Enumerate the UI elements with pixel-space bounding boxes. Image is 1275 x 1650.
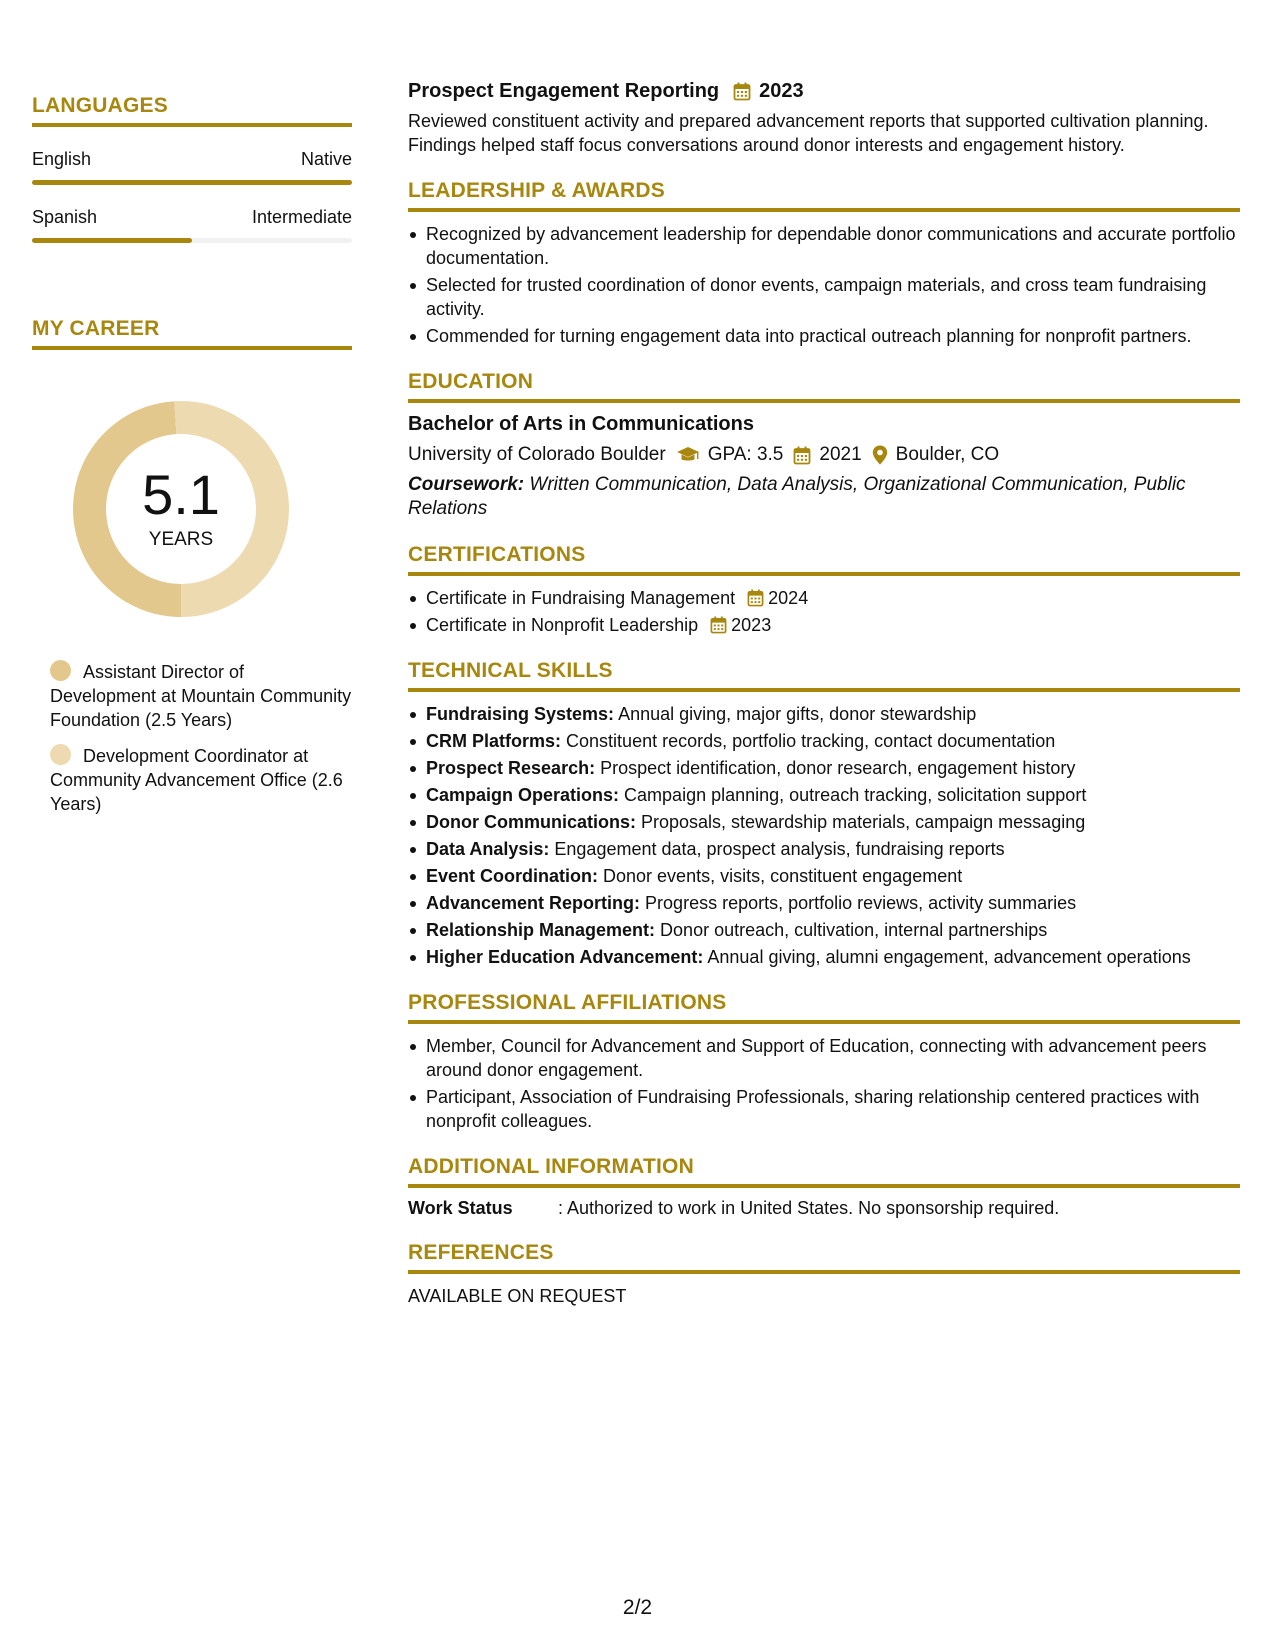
skill-detail: Engagement data, prospect analysis, fundraising reports <box>554 839 1005 859</box>
affiliations-list <box>408 1034 1240 1133</box>
work-status-label: Work Status <box>408 1198 513 1218</box>
education-school: University of Colorado Boulder <box>408 444 666 465</box>
list-item <box>408 586 1240 610</box>
career-legend-item <box>50 744 352 816</box>
list-item <box>408 783 1240 807</box>
calendar-icon <box>733 82 751 101</box>
list-item <box>408 702 1240 726</box>
work-status-value: : Authorized to work in United States. No sponsorship required. <box>558 1198 1060 1218</box>
list-item <box>408 810 1240 834</box>
career-role-label: Development Coordinator at Community Advancement Office (2.6 Years) <box>50 746 343 814</box>
list-item: Participant, Association of Fundraising Professionals, sharing relationship centered practices with nonprofit colleagues. <box>408 1085 1240 1133</box>
skill-name: Higher Education Advancement: <box>426 947 704 967</box>
legend-swatch <box>50 744 71 765</box>
education-heading: EDUCATION <box>408 370 1240 403</box>
skill-detail: Donor events, visits, constituent engagement <box>603 866 963 886</box>
skill-detail: Donor outreach, cultivation, internal partnerships <box>660 920 1048 940</box>
additional-info-heading: ADDITIONAL INFORMATION <box>408 1155 1240 1188</box>
certification-year: 2024 <box>768 588 809 608</box>
graduation-cap-icon <box>676 446 700 464</box>
skill-name: Fundraising Systems: <box>426 704 615 724</box>
certifications-list <box>408 586 1240 637</box>
list-item: Member, Council for Advancement and Support of Education, connecting with advancement peers around donor engagement. <box>408 1034 1240 1082</box>
language-proficiency-fill <box>32 238 192 243</box>
references-text: AVAILABLE ON REQUEST <box>408 1286 627 1306</box>
languages-heading: LANGUAGES <box>32 94 352 127</box>
language-proficiency-bar <box>32 180 352 185</box>
language-level: Intermediate <box>251 207 352 227</box>
project-entry <box>408 80 1240 157</box>
education-location: Boulder, CO <box>895 444 1000 465</box>
project-year: 2023 <box>759 80 804 102</box>
project-description: Reviewed constituent activity and prepared advancement reports that supported cultivation planning. Findings helped staff focus conversations around donor interests and engagement history. <box>408 111 1209 155</box>
language-english <box>32 149 352 185</box>
skill-detail: Annual giving, major gifts, donor stewardship <box>618 704 977 724</box>
education-year: 2021 <box>819 444 862 465</box>
education-degree: Bachelor of Arts in Communications <box>408 413 754 435</box>
skill-name: Donor Communications: <box>426 812 636 832</box>
work-status-row <box>408 1198 1240 1219</box>
certifications-heading: CERTIFICATIONS <box>408 543 1240 576</box>
skill-detail: Annual giving, alumni engagement, advancement operations <box>707 947 1191 967</box>
calendar-icon <box>747 589 764 607</box>
education-gpa: GPA: 3.5 <box>707 444 784 465</box>
career-donut-chart <box>66 394 296 624</box>
career-years-unit: YEARS <box>148 529 214 550</box>
career-legend-item <box>50 660 352 732</box>
certification-name: Certificate in Fundraising Management <box>426 588 736 608</box>
list-item <box>408 756 1240 780</box>
legend-swatch <box>50 660 71 681</box>
certification-name: Certificate in Nonprofit Leadership <box>426 615 699 635</box>
list-item: Commended for turning engagement data into practical outreach planning for nonprofit partners. <box>408 324 1240 348</box>
list-item <box>408 891 1240 915</box>
skill-detail: Proposals, stewardship materials, campaign messaging <box>641 812 1086 832</box>
skills-list <box>408 702 1240 969</box>
skill-name: Advancement Reporting: <box>426 893 641 913</box>
location-pin-icon <box>872 445 888 465</box>
skills-heading: TECHNICAL SKILLS <box>408 659 1240 692</box>
skill-name: CRM Platforms: <box>426 731 562 751</box>
coursework-label: Coursework: <box>408 474 525 495</box>
skill-name: Prospect Research: <box>426 758 596 778</box>
skill-name: Event Coordination: <box>426 866 598 886</box>
list-item: Selected for trusted coordination of donor events, campaign materials, and cross team fundraising activity. <box>408 273 1240 321</box>
language-spanish <box>32 207 352 243</box>
coursework-text: Written Communication, Data Analysis, Organizational Communication, Public Relations <box>408 474 1186 519</box>
skill-detail: Prospect identification, donor research, engagement history <box>600 758 1076 778</box>
list-item <box>408 837 1240 861</box>
career-role-label: Assistant Director of Development at Mountain Community Foundation (2.5 Years) <box>50 662 352 730</box>
education-coursework <box>408 473 1240 521</box>
language-name: English <box>32 149 92 169</box>
skill-detail: Constituent records, portfolio tracking, contact documentation <box>566 731 1056 751</box>
list-item <box>408 864 1240 888</box>
certification-year: 2023 <box>731 615 772 635</box>
language-proficiency-fill <box>32 180 352 185</box>
career-heading: MY CAREER <box>32 317 352 350</box>
education-details <box>408 444 1240 466</box>
career-legend <box>32 660 352 816</box>
leadership-heading: LEADERSHIP & AWARDS <box>408 179 1240 212</box>
calendar-icon <box>793 446 811 465</box>
language-level: Native <box>300 149 352 169</box>
list-item <box>408 918 1240 942</box>
skill-name: Campaign Operations: <box>426 785 620 805</box>
references-heading: REFERENCES <box>408 1241 1240 1274</box>
skill-detail: Progress reports, portfolio reviews, activity summaries <box>645 893 1077 913</box>
skill-name: Relationship Management: <box>426 920 656 940</box>
page-number: 2/2 <box>622 1596 653 1619</box>
leadership-list <box>408 222 1240 348</box>
right-column <box>408 80 1240 1307</box>
list-item <box>408 729 1240 753</box>
affiliations-heading: PROFESSIONAL AFFILIATIONS <box>408 991 1240 1024</box>
career-total-years: 5.1 <box>142 463 220 526</box>
language-proficiency-bar <box>32 238 352 243</box>
left-column <box>32 94 352 828</box>
list-item <box>408 613 1240 637</box>
skill-name: Data Analysis: <box>426 839 550 859</box>
skill-detail: Campaign planning, outreach tracking, solicitation support <box>624 785 1087 805</box>
calendar-icon <box>710 616 727 634</box>
list-item <box>408 945 1240 969</box>
project-title: Prospect Engagement Reporting <box>408 80 720 102</box>
list-item: Recognized by advancement leadership for dependable donor communications and accurate portfolio documentation. <box>408 222 1240 270</box>
career-section <box>32 317 352 816</box>
language-name: Spanish <box>32 207 98 227</box>
